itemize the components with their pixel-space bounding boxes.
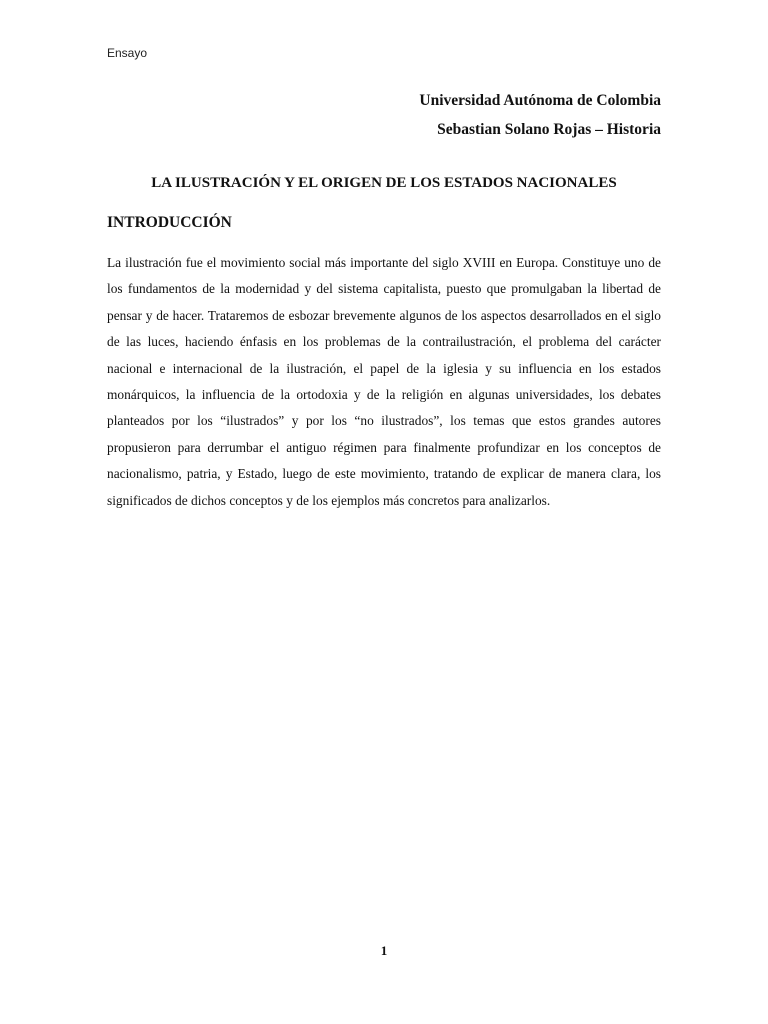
university-name: Universidad Autónoma de Colombia bbox=[419, 92, 661, 109]
section-heading: INTRODUCCIÓN bbox=[107, 214, 232, 231]
document-title: LA ILUSTRACIÓN Y EL ORIGEN DE LOS ESTADOS NACIONALES bbox=[151, 175, 617, 191]
header-label: Ensayo bbox=[107, 46, 148, 60]
body-paragraph: La ilustración fue el movimiento social más importante del siglo XVIII en Europa. Constituye uno de los fundamentos de la modernidad y del sistema capitalista, puesto que promulgaban la libertad de pensar y de hacer. Trataremos de esbozar brevemente algunos de los aspectos desarrollados en el siglo de las luces, haciendo énfasis en los problemas de la contrailustración, el problema del carácter nacional e internacional de la ilustración, el papel de la iglesia y su influencia en los estados monárquicos, la influencia de la ortodoxia y de la religión en algunas universidades, los debates planteados por los “ilustrados” y por los “no ilustrados”, los temas que estos grandes autores propusieron para derrumbar el antiguo régimen para finalmente profundizar en los conceptos de nacionalismo, patria, y Estado, luego de este movimiento, tratando de explicar de manera clara, los significados de dichos conceptos y de los ejemplos más concretos para analizarlos. bbox=[107, 255, 661, 508]
page-number: 1 bbox=[380, 943, 388, 958]
author-line: Sebastian Solano Rojas – Historia bbox=[437, 121, 661, 138]
affiliation-block bbox=[419, 90, 661, 148]
